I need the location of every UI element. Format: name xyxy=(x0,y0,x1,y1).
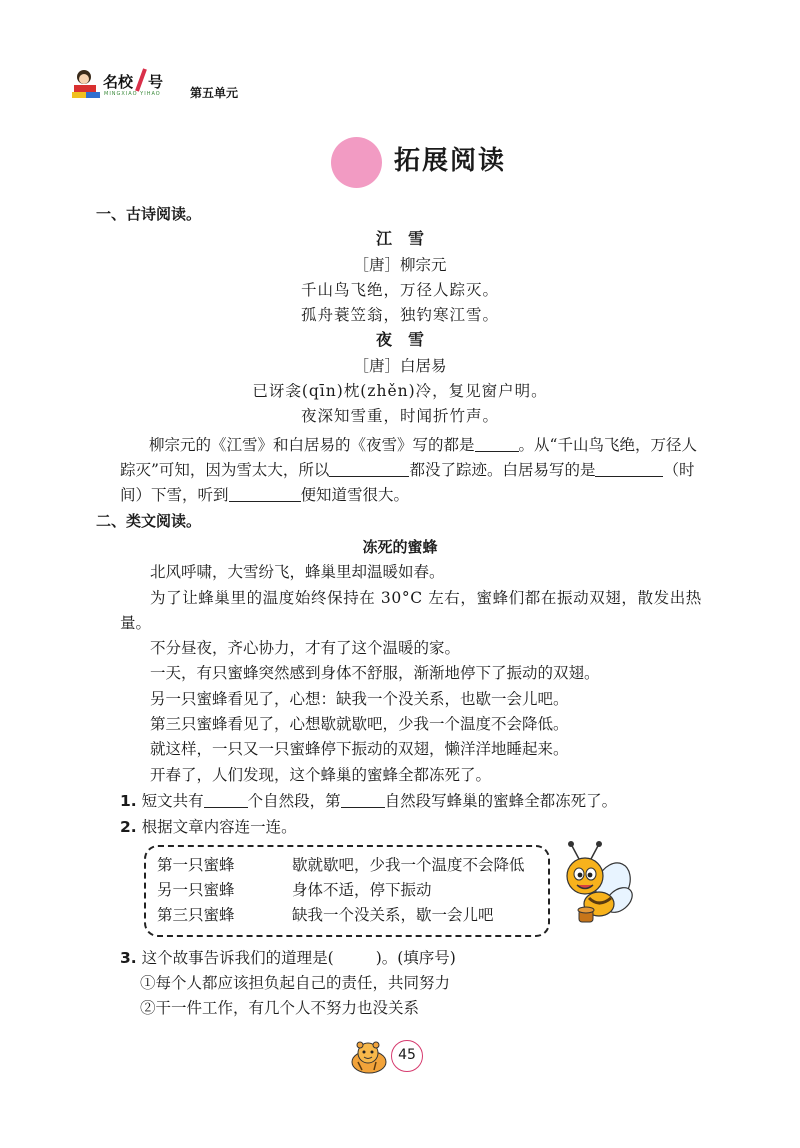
q3-option-1: ①每个人都应该担负起自己的责任，共同努力 xyxy=(140,974,451,992)
story-paragraph-8: 开春了，人们发现，这个蜂巢的蜜蜂全都冻死了。 xyxy=(150,766,492,784)
q3-text-b: )。(填序号) xyxy=(375,949,456,967)
section1-heading: 一、古诗阅读。 xyxy=(96,205,202,223)
match-right-3[interactable]: 缺我一个没关系，歇一会儿吧 xyxy=(292,906,494,924)
q-line-2-b: 都没了踪迹。白居易写的是 xyxy=(409,461,596,479)
poem2-author: ［唐］白居易 xyxy=(353,357,447,375)
match-right-2[interactable]: 身体不适，停下振动 xyxy=(292,881,432,899)
question-3 xyxy=(120,947,456,969)
q-line-2-c: （时 xyxy=(663,461,695,479)
q3-text-a: 这个故事告诉我们的道理是( xyxy=(141,949,334,967)
question-1 xyxy=(120,790,617,812)
match-left-1[interactable]: 第一只蜜蜂 xyxy=(157,856,235,874)
q1-blank-2[interactable] xyxy=(341,791,385,808)
q2-text: 根据文章内容连一连。 xyxy=(141,818,297,836)
reading-child-icon xyxy=(70,68,104,102)
poem2-line-1: 已讶衾(qīn)枕(zhěn)冷，复见窗户明。 xyxy=(252,382,548,400)
poem1-line-2: 孤舟蓑笠翁，独钓寒江雪。 xyxy=(300,306,499,324)
answer-blank-4[interactable] xyxy=(229,485,301,502)
story-paragraph-1: 北风呼啸，大雪纷飞，蜂巢里却温暖如春。 xyxy=(150,563,445,581)
q1-text-b: 个自然段，第 xyxy=(247,792,341,810)
q1-blank-1[interactable] xyxy=(204,791,248,808)
brand-pinyin: MINGXIAO YIHAO xyxy=(104,91,161,97)
q1-text-c: 自然段写蜂巢的蜜蜂全都冻死了。 xyxy=(384,792,618,810)
poem1-line-1: 千山鸟飞绝，万径人踪灭。 xyxy=(300,281,499,299)
question-2 xyxy=(120,816,297,838)
poem1-author: ［唐］柳宗元 xyxy=(353,256,447,274)
story-paragraph-3: 不分昼夜，齐心协力，才有了这个温暖的家。 xyxy=(150,639,461,657)
tiger-cub-icon xyxy=(348,1040,390,1074)
answer-blank-1[interactable] xyxy=(475,435,519,452)
page-number: 45 xyxy=(391,1040,423,1072)
brand-text-1: 名校 xyxy=(103,73,134,91)
q-line-2-a: 踪灭”可知，因为雪太大，所以 xyxy=(120,461,330,479)
poem1-title: 江 雪 xyxy=(375,229,424,248)
section2-heading: 二、类文阅读。 xyxy=(96,512,202,530)
q-line-1-a: 柳宗元的《江雪》和白居易的《夜雪》写的都是 xyxy=(149,436,475,454)
answer-blank-3[interactable] xyxy=(595,460,663,477)
q-line-3-b: 便知道雪很大。 xyxy=(300,486,410,504)
q3-number: 3. xyxy=(120,949,137,967)
brand-slash-icon xyxy=(134,68,148,92)
story-paragraph-6: 第三只蜜蜂看见了，心想歇就歇吧，少我一个温度不会降低。 xyxy=(150,715,569,733)
q-line-3 xyxy=(120,484,409,506)
story-paragraph-2: 为了让蜂巢里的温度始终保持在 30°C 左右，蜜蜂们都在振动双翅，散发出热 xyxy=(150,589,702,607)
answer-blank-2[interactable] xyxy=(329,460,409,477)
q-line-2 xyxy=(120,459,694,481)
poem2-line-2: 夜深知雪重，时闻折竹声。 xyxy=(300,407,499,425)
story-title: 冻死的蜜蜂 xyxy=(362,538,438,556)
story-paragraph-5: 另一只蜜蜂看见了，心想：缺我一个没关系，也歇一会儿吧。 xyxy=(150,690,569,708)
q-line-1-b: 。从“千山鸟飞绝，万径人 xyxy=(518,436,697,454)
unit-label: 第五单元 xyxy=(190,86,239,100)
story-paragraph-2-cont: 量。 xyxy=(120,614,152,632)
brand-text-2: 号 xyxy=(148,73,164,91)
poem2-title: 夜 雪 xyxy=(375,330,424,349)
title-circle-decoration xyxy=(331,137,382,188)
bee-cartoon-icon xyxy=(555,838,635,930)
header-logo xyxy=(70,68,260,104)
q2-number: 2. xyxy=(120,818,137,836)
q1-number: 1. xyxy=(120,792,137,810)
q3-option-2: ②干一件工作，有几个人不努力也没关系 xyxy=(140,999,420,1017)
q-line-3-a: 间）下雪，听到 xyxy=(120,486,229,504)
story-paragraph-4: 一天，有只蜜蜂突然感到身体不舒服，渐渐地停下了振动的双翅。 xyxy=(150,664,600,682)
q-line-1 xyxy=(149,434,697,456)
match-left-3[interactable]: 第三只蜜蜂 xyxy=(157,906,235,924)
page-title: 拓展阅读 xyxy=(394,146,507,176)
match-right-1[interactable]: 歇就歇吧，少我一个温度不会降低 xyxy=(292,856,525,874)
story-paragraph-7: 就这样，一只又一只蜜蜂停下振动的双翅，懒洋洋地睡起来。 xyxy=(150,740,569,758)
match-left-2[interactable]: 另一只蜜蜂 xyxy=(157,881,235,899)
q1-text-a: 短文共有 xyxy=(141,792,204,810)
